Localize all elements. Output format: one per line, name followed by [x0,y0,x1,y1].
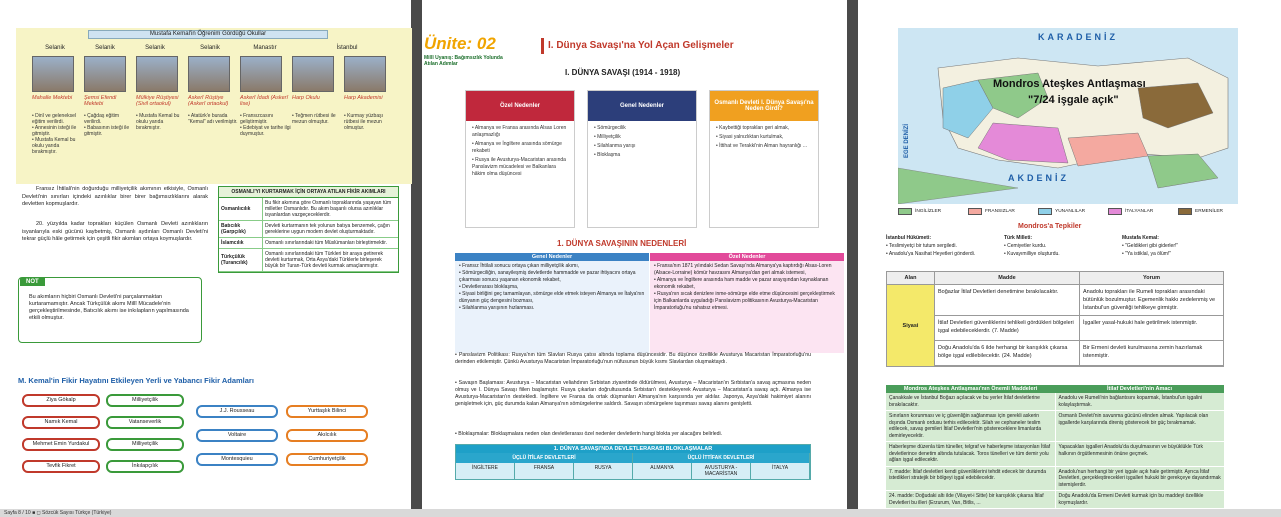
aims-head: İtilaf Devletleri'nin Amacı [1107,386,1172,392]
aim-text: Anadolu ve Rumeli'nin bağlantısını koparmak, İstanbul'un işgalini kolaylaştırmak. [1058,395,1203,408]
school-name: Askerî İdadi (Askerî lise) [240,95,288,107]
idea-desc: Osmanlı sınırlarındaki tüm Türkleri bir araya getirerek devleti kurtarmak, Orta Asya'daki Türklerle birleşerek büyük bir Turan-Türk devleti kurmak amaçlanmıştır. [265,251,384,269]
panslavism-paragraph: • Panslavizm Politikası: Rusya'nın tüm Slavları Rusya çatısı altında toplama düşüncesidir. Bu düşünce özellikle Avusturya Macaristan İmparatorluğu'nu derinden etkilemiştir. Çünkü Avusturya Macaristan İmparatorluğu'nun nüfusunun büyük kısmı Slavlardan oluşmaktaydı. [455,352,811,365]
idea-pill: Milliyetçilik [106,394,184,407]
cause-card-head: Genel Nedenler [588,91,696,121]
cause-card-body [466,121,574,184]
article-row [886,442,1224,467]
article-row [886,491,1224,509]
city-label: Selanik [200,45,220,51]
ally-cell: AVUSTURYA - MACARİSTAN [692,463,751,479]
school-photo [136,56,178,92]
foreign-thinker-pill: J.J. Rousseau [196,405,278,418]
school-name: Mahalle Mektebi [32,95,73,101]
paragraph-2: 20. yüzyılda kadar toprakları küçülen Osmanlı Devleti azınlıkların isyanlarıyla eski gücünü kaybetmiş, Osmanlı aydınları Osmanlı Devleti'ni tekrar güçlü hâle getirmek için çeşitli fikir akımları ortaya koymuşlardır. [22,221,208,242]
school-photo [188,56,230,92]
article-text: 7. madde: İtilaf devletleri kendi güvenliklerini tehdit edecek bir durumda istedikleri stratejik bir bölgeyi işgal edebilecektir. [886,467,1056,491]
ally-cell: FRANSA [515,463,574,479]
school-photo [240,56,282,92]
reaction-item: • Kuvayımilliye oluşturdu. [1004,251,1060,257]
note-box [18,277,202,343]
aim-text: Doğu Anadolu'da Ermeni Devleti kurmak için bu maddeyi özellikle koymuşlardır. [1058,493,1204,506]
ideas-row [219,238,398,249]
legend-swatch [1038,208,1052,215]
area-political: Siyasi [887,285,935,366]
cause-item: • Bloklaşma [594,152,621,158]
unit-subtitle: Millî Uyanış: Bağımsızlık Yolunda Atılan Adımlar [424,55,503,67]
cause-card-head: Osmanlı Devleti I. Dünya Savaşı'na Neden Girdi? [710,91,818,121]
legend-swatch [1178,208,1192,215]
schools-title: Mustafa Kemal'in Öğrenim Gördüğü Okullar [88,30,328,39]
page-subtitle: I. DÜNYA SAVAŞI (1914 - 1918) [565,68,681,77]
title-divider [541,38,544,54]
col-comment: Yorum [1142,275,1160,281]
col-article: Madde [935,272,1080,284]
article-text: Çanakkale ve İstanbul Boğazı açılacak ve bu yerler İtilaf devletlerine bırakılacaktır. [886,393,1056,410]
ideas-table-title: OSMANLI'YI KURTARMAK İÇİN ORTAYA ATILAN FİKİR AKIMLARI [219,187,398,198]
legend-item [898,208,941,215]
articles-head: Mondros Ateşkes Antlaşması'nın Önemli Maddeleri [903,386,1038,392]
idea-pill: Milliyetçilik [106,438,184,451]
reaction-col [1122,234,1178,258]
article-row [886,411,1224,442]
cause-card [587,90,697,228]
foreign-thinker-pill: Montesquieu [196,453,278,466]
ideas-row [219,221,398,238]
ally-cell: İNGİLTERE [456,463,515,479]
comment-cell: Bir Ermeni devleti kurulmasına zemin hazırlamak istenmiştir. [1083,345,1203,359]
school-photo [292,56,334,92]
city-label: Selanik [45,45,65,51]
cause-item: • Silahlanma yarışı [594,143,636,149]
school-name: Harp Akademisi [344,95,383,101]
special-causes-col [650,253,844,353]
legend-label: ERMENİLER [1195,209,1223,214]
cause-card-head: Özel Nedenler [466,91,574,121]
legend-item [1038,208,1085,215]
aim-text: Anadolu'nun herhangi bir yeri işgale açık hale getirmiştir. Ayrıca İtilaf Devletleri, gerçekleştirecekleri işgalleri hukuki bir gerekçeye dayandırmak istemişlerdir. [1058,468,1221,488]
comment-cell: Anadolu toprakları ile Rumeli toprakları arasındaki bütünlük bozulmuştur. Egemenlik hakkı zedelenmiş ve İstanbul'un güvenliği tehlikeye girmiştir. [1083,289,1216,311]
school-desc: • Mustafa Kemal bu okulu yarıda bırakmıştır. [136,113,180,131]
idea-name: Batıcılık (Garpçılık) [219,221,263,237]
legend-item [1178,208,1223,215]
school-desc: • Kurmay yüzbaşı rütbesi ile mezun olmuştur. [344,113,383,131]
article-cell: Boğazlar İtilaf Devletleri denetimine bırakılacaktır. [935,285,1080,315]
article-row [886,467,1224,492]
reaction-item: • "Ya istiklal, ya ölüm!" [1122,251,1172,257]
central-head: ÜÇLÜ İTTİFAK DEVLETLERİ [633,453,810,463]
comment-cell: İşgaller yasal-hukuki hale getirilmek istenmiştir. [1083,320,1198,326]
school-name: Şemsi Efendi Mektebi [84,95,117,107]
city-label: Selanik [145,45,165,51]
city-label: Manastır [253,45,277,51]
general-causes-head: Genel Nedenler [455,253,649,261]
col-area: Alan [887,272,935,284]
cause-item: • Sömürgecilik [594,125,626,131]
map-subtitle: "7/24 işgale açık" [1028,94,1119,106]
mondros-row [935,341,1223,366]
ally-cell: ALMANYA [633,463,692,479]
foreign-idea-pill: Akılcılık [286,429,368,442]
legend-swatch [968,208,982,215]
thinker-pill: Ziya Gökalp [22,394,100,407]
school-name: Mülkiye Rüştiyesi (Sivil ortaokul) [136,95,179,107]
reaction-head: İstanbul Hükümeti: [886,235,932,241]
status-bar: Sayfa 8 / 10 ■ ◻ Sözcük Sayısı Türkçe (Türkiye) [0,509,1281,517]
mondros-row [935,285,1223,316]
entente-head: ÜÇLÜ İTİLAF DEVLETLERİ [456,453,633,463]
map-title: Mondros Ateşkes Antlaşması [993,78,1146,90]
alliances-table [455,444,811,480]
reaction-item: • Anadolu'ya Nasihat Heyetleri gönderdi. [886,251,976,257]
ally-cell: RUSYA [574,463,633,479]
foreign-idea-pill: Yurttaşlık Bilinci [286,405,368,418]
reactions-title: Mondros'a Tepkiler [1018,223,1082,230]
general-causes-col [455,253,649,353]
aim-text: Yapacakları işgalleri Anadolu'da duyulmasının ve büyüklükle Türk halkının örgütlenmesinin önüne geçmek. [1058,444,1203,457]
general-cause-item: • Siyasi birliğini geç tamamlayan, sömürge elde etmek isteyen Almanya ve İtalya'nın dünyanın güç dengesini bozması, [459,291,645,304]
article-text: Haberleşme düzenla tüm tüneller, telgraf ve haberleşme istasyonları İtilaf devletlerince denetim altında tutulacak. Toros tünelleri ve tüm demir yolu ağları işgal edilecektir. [886,442,1056,466]
legend-label: YUNANLILAR [1055,209,1086,214]
page-title: I. Dünya Savaşı'na Yol Açan Gelişmeler [548,40,734,51]
black-sea-label: KARADENİZ [1038,32,1118,42]
ideas-row [219,198,398,221]
article-text: 24. madde: Doğudaki altı ilde (Vilayet-i Sitte) bir karışıklık çıkarsa İtilaf Devletleri bu illeri (Erzurum, Van, Bitlis, ... [886,491,1056,508]
reaction-item: • Teslimiyetçi bir tutum sergiledi. [886,243,957,249]
city-label: Selanik [95,45,115,51]
cause-item: • Siyasi yalnızlıktan kurtulmak, [716,134,784,140]
cause-item: • İttihat ve Terakki'nin Alman hayranlığı ... [716,143,807,149]
cause-item: • Almanya ve Fransa arasında Alsas Loren anlaşmazlığı [472,125,567,138]
legend-label: FRANSIZLAR [985,209,1015,214]
school-photo [84,56,126,92]
ally-cell: İTALYA [751,463,810,479]
cause-item: • Milliyetçilik [594,134,621,140]
reaction-item: • "Geldikleri gibi giderler!" [1122,243,1179,249]
general-cause-item: • Fransız İhtilali sonucu ortaya çıkan milliyetçilik akımı, [459,263,580,269]
mondros-map [898,28,1238,204]
thinkers-heading: M. Kemal'in Fikir Hayatını Etkileyen Yerli ve Yabancı Fikir Adamları [18,376,254,385]
cause-card-body [710,121,818,156]
school-photo [32,56,74,92]
paragraph-1: Fransız İhtilali'nin doğurduğu milliyetçilik akımının etkisiyle, Osmanlı Devleti'nin sınırları içindeki azınlıklar birer birer bağımsızlıklarını alarak devletten kopmuşlardır. [22,186,208,207]
unit-badge: Ünite: 02 [424,34,496,53]
articles-panel [886,385,1224,510]
note-tag: NOT [20,278,45,286]
thinker-pill: Mehmet Emin Yurdakul [22,438,100,451]
legend-label: İTALYANLAR [1125,209,1154,214]
school-desc: • Fransızcasını geliştirmiştir. • Edebiyat ve tarihe ilgi duymuştur. [240,113,291,137]
special-causes-head: Özel Nedenler [650,253,844,261]
thinker-pill: Tevfik Fikret [22,460,100,473]
cause-item: • Rusya ile Avusturya-Macaristan arasında Panslavizm mücadelesi ve Balkanlara hâkim olma düşüncesi [472,157,566,177]
idea-desc: Osmanlı sınırlarındaki tüm Müslümanları birleştirmektir. [265,240,387,246]
special-cause-item: • Rusya'nın sıcak denizlere inme-sömürge elde etme düşüncesini gerçekleştirmek için Balkanlarda uyguladığı Panslavizm politikasının Avusturya-Macaristan İmparatorluğu'nu rahatsız etmesi. [654,291,835,311]
war-start-paragraph: • Savaşın Başlaması: Avusturya – Macaristan veliahdının Sırbistan ziyaretinde öldürülmesi, Avusturya – Macaristan'ın Sırbistan'a savaş açmasına neden olmuş ve I. Dünya Savaşı fiilen başlamıştır. Rusya çıkarları doğrultusunda Sırbistan'ı destekleyerek Avusturya – Macaristan'a savaş açtı. Almanya ise Avusturya-Macaristan'ın destekledi. İngiltere ve Fransa da ortak düşmanları Almanya'nın karşısında yer aldılar. Japonya, Asya'daki hakimiyet alanını genişletmek için, güç durumda kalan Almanya'nın sömürgelerine saldırdı. Savaşın sömürgelere taşınması savaş alanını genişletti. [455,380,811,407]
school-desc: • Teğmen rütbesi ile mezun olmuştur. [292,113,336,125]
school-desc: • Atatürk'e burada “Kemal” adı verilmiştir. [188,113,238,125]
blocs-paragraph: • Bloklaşmalar: Bloklaşmalara neden olan devletlerarası özel nedenler devletlerin hangi blokta yer alacağını belirledi. [455,431,723,437]
idea-pill: İnkılapçılık [106,460,184,473]
thinker-pill: Namık Kemal [22,416,100,429]
cause-card [465,90,575,228]
note-text: Bu akımların hiçbiri Osmanlı Devleti'ni parçalanmaktan kurtaramamıştır. Ancak Türkçülük akımı Millî Mücadele'nin gerçekleştirilmesinde, Batıcılık akımı ise inkılapların yapılmasında etkili olmuştur. [29,294,189,321]
ideas-row [219,249,398,272]
special-cause-item: • Almanya ve İngiltere arasında ham madde ve pazar arayışından kaynaklanan ekonomik rekabet, [654,277,829,290]
aegean-label: EGE DENİZİ [904,123,911,159]
cause-item: • Almanya ve İngiltere arasında sömürge rekabeti [472,141,562,154]
ideas-table [218,186,399,273]
alliances-head: 1. DÜNYA SAVAŞI'NDA DEVLETLERARASI BLOKLAŞMALAR [456,445,810,453]
general-cause-item: • Devletlerarası bloklaşma, [459,284,519,290]
cause-item: • Kaybettiği toprakları geri almak, [716,125,790,131]
school-name: Harp Okulu [292,95,320,101]
article-cell: İtilaf Devletleri güvenliklerini tehlikeli gördükleri bölgeleri işgal edebileceklerdir. (7. Madde) [935,316,1080,340]
foreign-thinker-pill: Voltaire [196,429,278,442]
article-text: Sınırların korunması ve iç güvenliğin sağlanması için gerekli askerin dışında Osmanlı ordusu terhis edilecektir. Silah ve cephaneler teslim edilecek, savaş gemileri İtilaf Devletleri'nin göstereceklere limanlarda demirleyecektir. [886,411,1056,441]
section-heading: 1. DÜNYA SAVAŞININ NEDENLERİ [557,239,687,248]
legend-item [1108,208,1153,215]
legend-item [968,208,1015,215]
mondros-table [886,271,1224,367]
reaction-item: • Cemiyetler kurdu. [1004,243,1047,249]
mondros-row [935,316,1223,341]
mediterranean-label: AKDENİZ [1008,173,1069,183]
legend-label: İNGİLİZLER [915,209,942,214]
article-row [886,393,1224,411]
legend-swatch [898,208,912,215]
reaction-head: Türk Milleti: [1004,235,1033,241]
general-cause-item: • Silahlanma yarışının hızlanması. [459,305,535,311]
reaction-col [1004,234,1060,258]
idea-desc: Devleti kurtarmanın tek yolunun batıya benzemek, çağın gereklerine uygun modern devlet oluşturmaktadır. [265,223,390,235]
legend-swatch [1108,208,1122,215]
article-cell: Doğu Anadolu'da 6 ilde herhangi bir karışıklık çıkarsa bölge işgal edilebilecektir. (24. Madde) [935,341,1080,365]
aim-text: Osmanlı Devleti'nin savunma gücünü elinden almak. Yapılacak olan işgallerde karşılarında direniş gösterecek bir güç bırakmamak. [1058,413,1209,426]
special-cause-item: • Fransa'nın 1871 yılındaki Sedan Savaşı'nda Almanya'ya kaptırdığı Alsas-Loren (Alsace-Lorraine) kömür havzasını Almanya'dan geri almak istemesi, [654,263,832,276]
reaction-head: Mustafa Kemal: [1122,235,1159,241]
city-label: İstanbul [336,45,358,51]
school-desc: • Çağdaş eğitim verilirdi. • Babasının isteği ile gitmiştir. [84,113,130,137]
school-photo [344,56,386,92]
general-cause-item: • Sömürgeciliğin, sanayileşmiş devletlerde hammadde ve pazar ihtiyacını ortaya çıkarması sonucu yaşanan ekonomik rekabet, [459,270,636,283]
cause-card-body [588,121,696,165]
school-desc: • Dinî ve geleneksel eğitim verilirdi. • Annesinin isteği ile gitmiştir. • Mustafa Kemal bu okulu yarıda bırakmıştır. [32,113,77,155]
idea-pill: Vatanseverlik [106,416,184,429]
idea-name: Osmanlıcılık [219,198,263,220]
school-name: Askerî Rüştiye (Askerî ortaokul) [188,95,229,107]
idea-name: İslamcılık [219,238,263,248]
idea-name: Türkçülük (Turancılık) [219,249,263,271]
cause-card [709,90,819,228]
idea-desc: Bu fikir akımına göre Osmanlı topraklarında yaşayan tüm milletler Osmanlıdır. Bu akım başarılı olursa azınlıklar isyanlardan vazgeçeceklerdir. [265,200,392,218]
reaction-col [886,234,975,258]
foreign-idea-pill: Cumhuriyetçilik [286,453,368,466]
